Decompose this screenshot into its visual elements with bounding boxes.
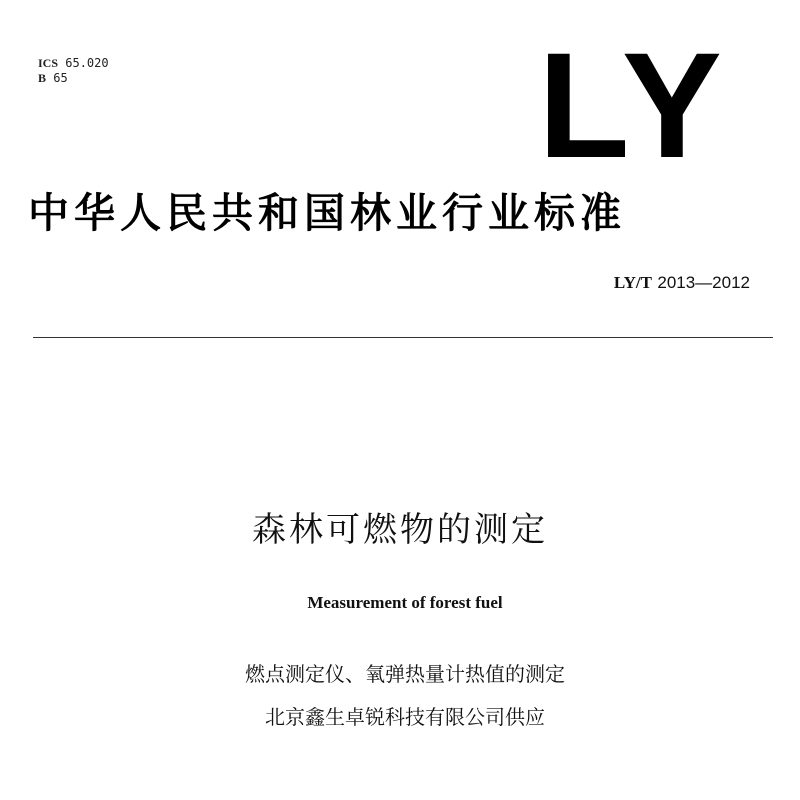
note-line-1: 燃点测定仪、氧弹热量计热值的测定 (245, 662, 565, 686)
ccs-label: B (38, 71, 47, 85)
standard-number (614, 272, 750, 294)
ccs-value: 65 (53, 71, 68, 85)
ics-code-row (38, 56, 109, 71)
ly-logo: LY (538, 21, 728, 189)
standard-title: 中华人民共和国林业行业标准 (28, 189, 626, 237)
ics-value: 65.020 (65, 56, 109, 70)
classification-codes (38, 56, 109, 86)
document-title-cn: 森林可燃物的测定 (252, 510, 548, 550)
header-divider (33, 337, 773, 338)
note-line-2: 北京鑫生卓锐科技有限公司供应 (265, 705, 545, 729)
standard-years: 2013—2012 (657, 273, 750, 292)
standard-code: LY/T (613, 273, 652, 292)
document-title-en: Measurement of forest fuel (307, 593, 503, 612)
ccs-code-row (38, 71, 109, 86)
ics-label: ICS (38, 56, 59, 70)
